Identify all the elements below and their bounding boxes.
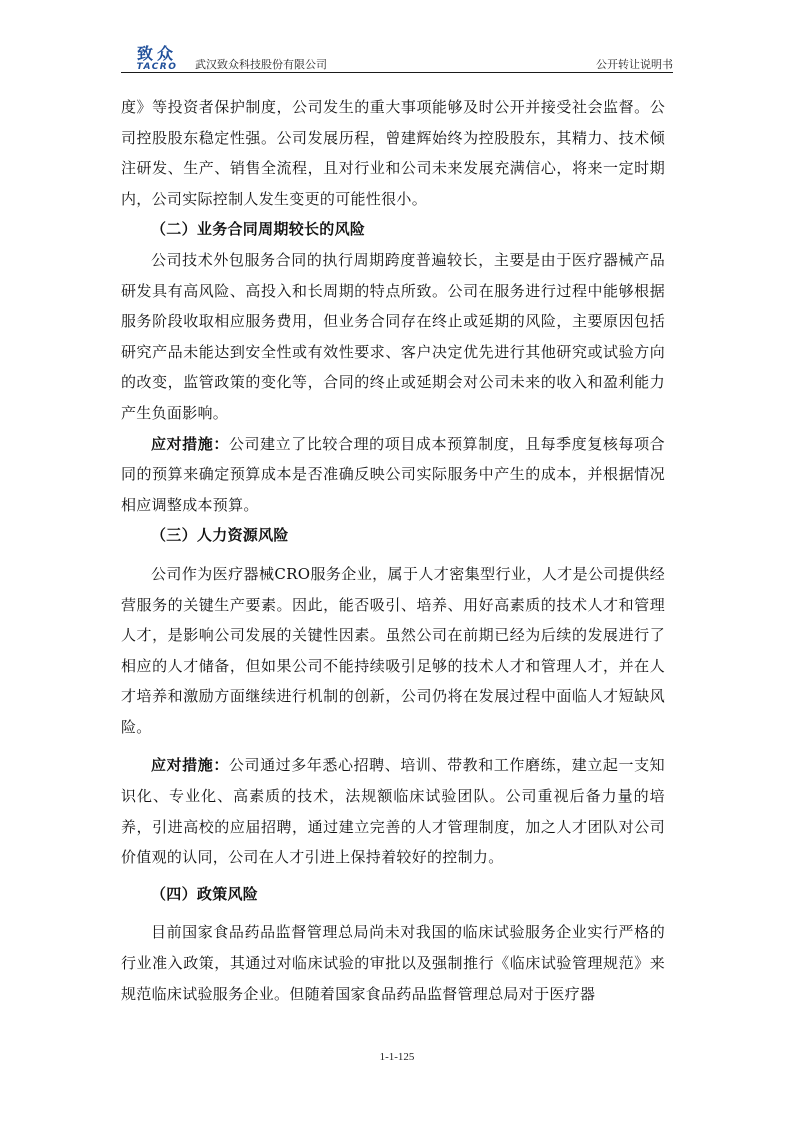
section-heading-hr-risk: （三）人力资源风险 — [151, 526, 289, 545]
section-heading-policy-risk: （四）政策风险 — [151, 884, 259, 903]
paragraph-hr-risk: 公司作为医疗器械CRO服务企业，属于人才密集型行业，人才是公司提供经营服务的关键生产要素。因此，能否吸引、培养、用好高素质的技术人才和管理人才，是影响公司发展的关键性因素。虽然公司在前期已经为后续的发展进行了相应的人才储备，但如果公司不能持续吸引足够的技术人才和管理人才，并在人才培养和激励方面继续进行机制的创新，公司仍将在发展过程中面临人才短缺风险。 — [121, 564, 665, 736]
document-title: 公开转让说明书 — [596, 58, 673, 71]
page-body — [121, 92, 665, 1009]
page-header — [121, 44, 673, 73]
measures-text: 公司通过多年悉心招聘、培训、带教和工作磨练，建立起一支知识化、专业化、高素质的技术，法规额临床试验团队。公司重视后备力量的培养，引进高校的应届招聘，通过建立完善的人才管理制度，加之人才团队对公司价值观的认同，公司在人才引进上保持着较好的控制力。 — [121, 756, 665, 867]
company-name: 武汉致众科技股份有限公司 — [195, 58, 327, 71]
paragraph-contract-measures — [121, 429, 665, 521]
measures-label: 应对措施： — [151, 434, 229, 453]
page-number: 1-1-125 — [379, 1051, 415, 1063]
paragraph-hr-measures — [121, 750, 665, 872]
logo-bottom-text: TACRO — [136, 62, 178, 70]
measures-text: 公司建立了比较合理的项目成本预算制度，且每季度复核每项合同的预算来确定预算成本是否准确反映公司实际服务中产生的成本，并根据情况相应调整成本预算。 — [121, 434, 665, 514]
paragraph-continuation: 度》等投资者保护制度，公司发生的重大事项能够及时公开并接受社会监督。公司控股股东稳定性强。公司发展历程，曾建辉始终为控股股东，其精力、技术倾注研发、生产、销售全流程，且对行业和公司未来发展充满信心，将来一定时期内，公司实际控制人发生变更的可能性很小。 — [121, 98, 665, 208]
measures-label: 应对措施： — [151, 756, 229, 775]
paragraph-policy-risk: 目前国家食品药品监督管理总局尚未对我国的临床试验服务企业实行严格的行业准入政策，其通过对临床试验的审批以及强制推行《临床试验管理规范》来规范临床试验服务企业。但随着国家食品药品监督管理总局对于医疗器 — [121, 923, 665, 1003]
paragraph-contract-risk: 公司技术外包服务合同的执行周期跨度普遍较长，主要是由于医疗器械产品研发具有高风险、高投入和长周期的特点所致。公司在服务进行过程中能够根据服务阶段收取相应服务费用，但业务合同存在终止或延期的风险，主要原因包括研究产品未能达到安全性或有效性要求、客户决定优先进行其他研究或试验方向的改变，监管政策的变化等，合同的终止或延期会对公司未来的收入和盈利能力产生负面影响。 — [121, 250, 665, 422]
company-logo — [121, 44, 193, 70]
section-heading-contract-risk: （二）业务合同周期较长的风险 — [151, 220, 366, 239]
logo-top-text: 致众 — [136, 44, 178, 63]
